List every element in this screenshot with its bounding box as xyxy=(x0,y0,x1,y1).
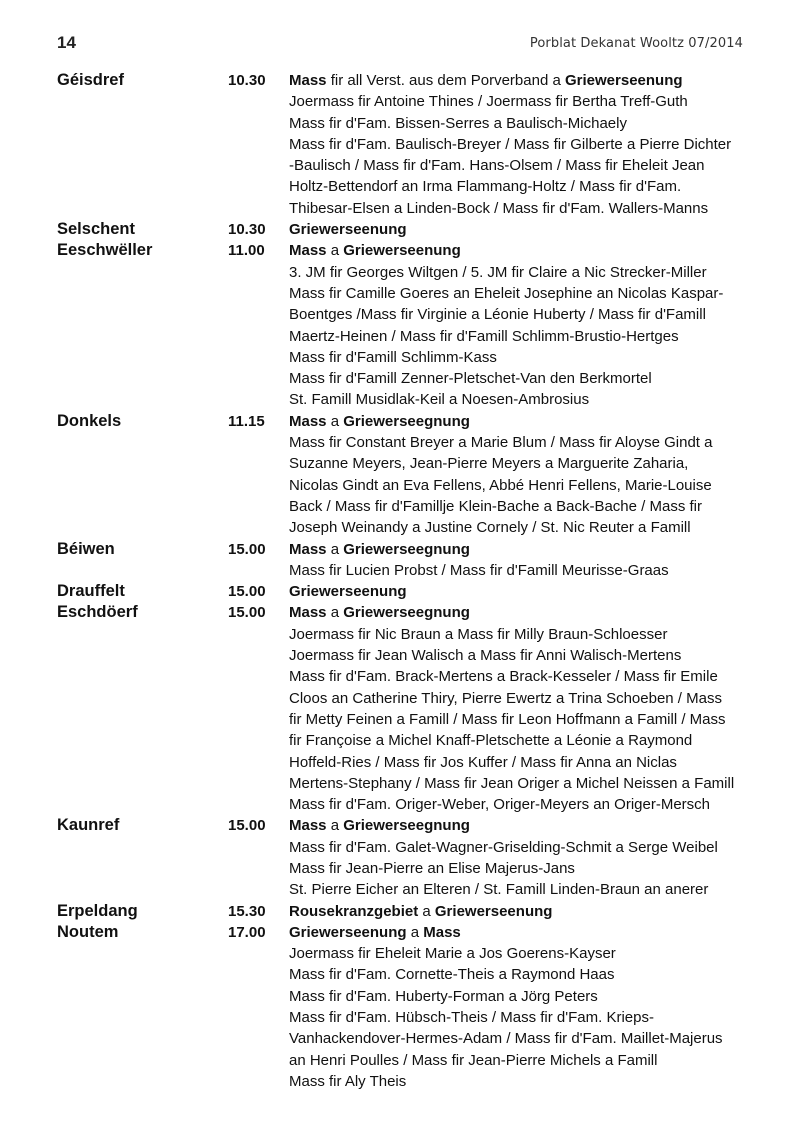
parish-name: Noutem xyxy=(57,922,119,941)
intention-line: Mass fir Camille Goeres an Eheleit Josephine an Nicolas Kaspar- xyxy=(289,284,724,302)
schedule-entry xyxy=(57,539,747,582)
intention-line: Boentges /Mass fir Virginie a Léonie Huberty / Mass fir d'Famill xyxy=(289,306,706,324)
intention-line: Mass fir d'Fam. Cornette-Theis a Raymond Haas xyxy=(289,966,615,984)
intention-line: St. Famill Musidlak-Keil a Noesen-Ambrosius xyxy=(289,391,590,409)
intention-line: fir Françoise a Michel Knaff-Pletschette a Léonie a Raymond xyxy=(289,732,693,750)
service-headline xyxy=(289,581,747,602)
service-time: 10.30 xyxy=(228,72,266,89)
service-type: Griewerseegnung xyxy=(343,412,470,430)
intention-line: Joermass fir Nic Braun a Mass fir Milly Braun-Schloesser xyxy=(289,625,668,643)
service-headline xyxy=(289,411,747,432)
intention-line: St. Pierre Eicher an Elteren / St. Famill Linden-Braun an anerer xyxy=(289,881,709,899)
intention-line: Maertz-Heinen / Mass fir d'Famill Schlimm-Brustio-Hertges xyxy=(289,327,679,345)
intention-line: Joermass fir Jean Walisch a Mass fir Anni Walisch-Mertens xyxy=(289,647,682,665)
intention-line: Mass fir d'Fam. Origer-Weber, Origer-Meyers an Origer-Mersch xyxy=(289,796,711,814)
intention-line: Mass fir Jean-Pierre an Elise Majerus-Jans xyxy=(289,859,575,877)
schedule-entry xyxy=(57,922,747,1092)
headline-text: a xyxy=(326,540,344,558)
service-type: Griewerseenung xyxy=(434,902,553,920)
parish-name: Eeschwëller xyxy=(57,241,153,260)
service-description xyxy=(289,219,747,240)
service-headline xyxy=(289,219,747,240)
schedule-entry xyxy=(57,581,747,602)
intention-line: Mass fir d'Fam. Brack-Mertens a Brack-Kesseler / Mass fir Emile xyxy=(289,668,718,686)
headline-text: a xyxy=(326,242,344,260)
parish-name: Selschent xyxy=(57,220,135,239)
service-type: Mass xyxy=(289,72,327,89)
service-type: Griewerseegnung xyxy=(343,540,470,558)
intention-line: Joermass fir Eheleit Marie a Jos Goerens-Kayser xyxy=(289,945,616,963)
parish-name: Donkels xyxy=(57,411,122,430)
headline-text: a xyxy=(418,902,435,920)
intention-line: -Baulisch / Mass fir d'Fam. Hans-Olsem / Mass fir Eheleit Jean xyxy=(289,157,705,175)
schedule-entry xyxy=(57,411,747,539)
service-type: Mass xyxy=(289,242,327,260)
service-type: Griewerseenung xyxy=(289,583,407,601)
service-type: Mass xyxy=(289,412,327,430)
service-description xyxy=(289,240,747,410)
headline-text: a xyxy=(326,817,344,835)
service-description xyxy=(289,70,747,219)
service-type: Mass xyxy=(289,604,327,622)
intention-line: Mass fir d'Fam. Hübsch-Theis / Mass fir d'Fam. Krieps- xyxy=(289,1009,654,1027)
service-time: 10.30 xyxy=(228,221,266,239)
intention-line: Nicolas Gindt an Eva Fellens, Abbé Henri Fellens, Marie-Louise xyxy=(289,476,712,494)
parish-name: Erpeldang xyxy=(57,901,138,920)
parish-name: Kaunref xyxy=(57,816,120,835)
intention-line: Mass fir d'Fam. Galet-Wagner-Griselding-Schmit a Serge Weibel xyxy=(289,838,718,856)
service-description xyxy=(289,815,747,900)
intention-line: Joermass fir Antoine Thines / Joermass fir Bertha Treff-Guth xyxy=(289,93,688,111)
service-type: Mass xyxy=(289,817,327,835)
page-number: 14 xyxy=(57,33,76,52)
intention-line: Holtz-Bettendorf an Irma Flammang-Holtz / Mass fir d'Fam. xyxy=(289,178,682,196)
intention-line: Mass fir d'Fam. Baulisch-Breyer / Mass fir Gilberte a Pierre Dichter xyxy=(289,135,732,153)
page-header xyxy=(57,33,743,55)
parish-name: Béiwen xyxy=(57,539,115,558)
service-type: Mass xyxy=(289,540,327,558)
service-description xyxy=(289,602,747,815)
service-type: Rousekranzgebiet xyxy=(289,902,419,920)
headline-text: a xyxy=(406,923,424,941)
service-time: 11.00 xyxy=(228,242,265,260)
schedule-entry xyxy=(57,70,747,219)
schedule-entry xyxy=(57,901,747,922)
service-time: 15.00 xyxy=(228,604,266,622)
service-description xyxy=(289,539,747,582)
service-type: Griewerseenung xyxy=(289,923,407,941)
service-type: Griewerseegnung xyxy=(343,604,470,622)
intention-line: Suzanne Meyers, Jean-Pierre Meyers a Marguerite Zaharia, xyxy=(289,455,689,473)
intention-line: 3. JM fir Georges Wiltgen / 5. JM fir Claire a Nic Strecker-Miller xyxy=(289,263,707,281)
intention-line: Thibesar-Elsen a Linden-Bock / Mass fir d'Fam. Wallers-Manns xyxy=(289,199,709,217)
intention-line: Mass fir d'Famill Schlimm-Kass xyxy=(289,348,497,366)
parish-name: Géisdref xyxy=(57,71,124,89)
schedule-entry xyxy=(57,602,747,815)
intention-line: Mass fir d'Famill Zenner-Pletschet-Van den Berkmortel xyxy=(289,370,652,388)
intention-line: Mass fir d'Fam. Bissen-Serres a Baulisch-Michaely xyxy=(289,114,627,132)
service-time: 17.00 xyxy=(228,923,266,941)
intention-line: Mass fir d'Fam. Huberty-Forman a Jörg Peters xyxy=(289,987,598,1005)
service-description xyxy=(289,411,747,539)
service-description xyxy=(289,901,747,922)
intention-line: Mass fir Aly Theis xyxy=(289,1072,407,1090)
service-type: Griewerseenung xyxy=(289,221,407,239)
service-headline xyxy=(289,815,747,836)
service-time: 11.15 xyxy=(228,412,265,430)
intention-line: Mertens-Stephany / Mass fir Jean Origer a Michel Neissen a Famill xyxy=(289,774,735,792)
service-type: Mass xyxy=(423,923,461,941)
headline-text: fir all Verst. aus dem Porverband a xyxy=(326,72,565,89)
intention-line: an Henri Poulles / Mass fir Jean-Pierre Michels a Famill xyxy=(289,1051,658,1069)
schedule-entry xyxy=(57,815,747,900)
intention-line: Mass fir Constant Breyer a Marie Blum / Mass fir Aloyse Gindt a xyxy=(289,434,713,452)
service-type: Griewerseenung xyxy=(564,72,683,89)
schedule-entry xyxy=(57,219,747,240)
intention-line: Joseph Weinandy a Justine Cornely / St. Nic Reuter a Famill xyxy=(289,519,691,537)
intention-line: Back / Mass fir d'Famillje Klein-Bache a Back-Bache / Mass fir xyxy=(289,497,702,515)
service-time: 15.00 xyxy=(228,540,266,558)
mass-schedule xyxy=(57,70,747,1092)
service-description xyxy=(289,581,747,602)
service-time: 15.00 xyxy=(228,817,266,835)
intention-line: fir Metty Feinen a Famill / Mass fir Leon Hoffmann a Famill / Mass xyxy=(289,710,726,728)
headline-text: a xyxy=(326,412,344,430)
schedule-entry xyxy=(57,240,747,410)
publication-title: Porblat Dekanat Wooltz 07/2014 xyxy=(529,36,743,51)
intention-line: Hoffeld-Ries / Mass fir Jos Kuffer / Mass fir Anna an Niclas xyxy=(289,753,677,771)
service-type: Griewerseegnung xyxy=(343,817,470,835)
service-headline xyxy=(289,602,747,623)
parish-name: Eschdöerf xyxy=(57,603,138,622)
intention-line: Cloos an Catherine Thiry, Pierre Ewertz a Trina Schoeben / Mass xyxy=(289,689,722,707)
intention-line: Vanhackendover-Hermes-Adam / Mass fir d'Fam. Maillet-Majerus xyxy=(289,1030,723,1048)
parish-name: Drauffelt xyxy=(57,582,125,601)
service-headline xyxy=(289,70,747,91)
intention-line: Mass fir Lucien Probst / Mass fir d'Famill Meurisse-Graas xyxy=(289,561,669,579)
service-time: 15.00 xyxy=(228,583,266,601)
service-time: 15.30 xyxy=(228,902,266,920)
service-headline xyxy=(289,922,747,943)
service-headline xyxy=(289,901,747,922)
service-headline xyxy=(289,240,747,261)
service-description xyxy=(289,922,747,1092)
headline-text: a xyxy=(326,604,344,622)
service-headline xyxy=(289,539,747,560)
service-type: Griewerseenung xyxy=(343,242,461,260)
